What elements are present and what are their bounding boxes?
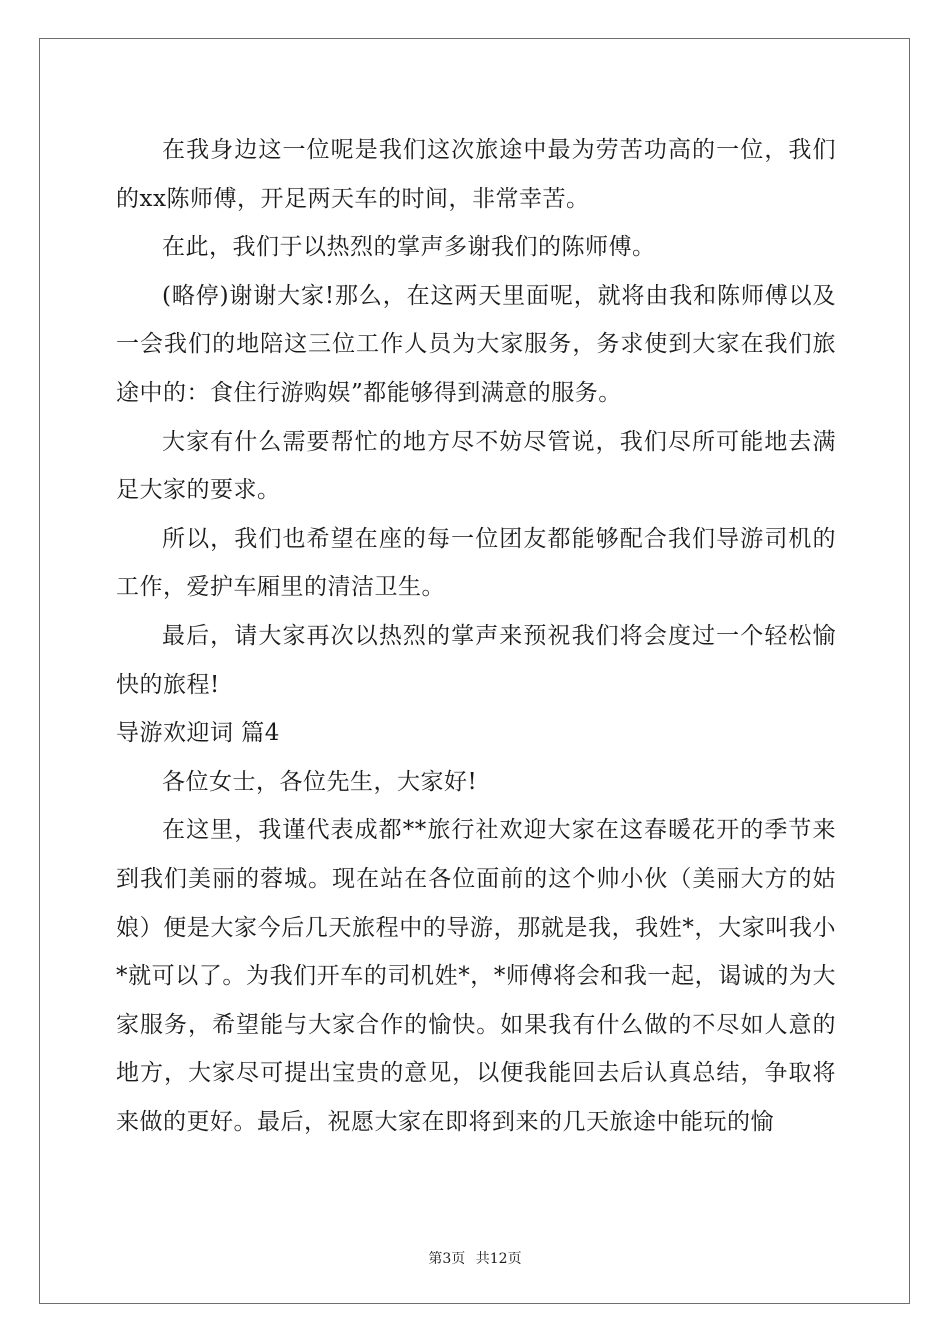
page-number: 第3页: [428, 1251, 466, 1267]
paragraph: 大家有什么需要帮忙的地方尽不妨尽管说，我们尽所可能地去满足大家的要求。: [116, 428, 836, 504]
paragraph: 在此，我们于以热烈的掌声多谢我们的陈师傅。: [162, 234, 656, 261]
paragraph: (略停)谢谢大家!那么，在这两天里面呢，就将由我和陈师傅以及一会我们的地陪这三位工作人员为大家服务，务求使到大家在我们旅途中的：食住行游购娱”都能够得到满意的服务。: [116, 282, 836, 406]
paragraph: 所以，我们也希望在座的每一位团友都能够配合我们导游司机的工作，爱护车厢里的清洁卫生。: [116, 525, 836, 601]
page-footer: [0, 1248, 950, 1268]
paragraph: 最后，请大家再次以热烈的掌声来预祝我们将会度过一个轻松愉快的旅程!: [116, 622, 836, 698]
paragraph: 在这里，我谨代表成都**旅行社欢迎大家在这春暖花开的季节来到我们美丽的蓉城。现在站在各位面前的这个帅小伙（美丽大方的姑娘）便是大家今后几天旅程中的导游，那就是我，我姓*，大家叫我小*就可以了。为我们开车的司机姓*，*师傅将会和我一起，谒诚的为大家服务，希望能与大家合作的愉快。如果我有什么做的不尽如人意的地方，大家尽可提出宝贵的意见，以便我能回去后认真总结，争取将来做的更好。最后，祝愿大家在即将到来的几天旅途中能玩的愉: [116, 817, 836, 1135]
paragraph: 在我身边这一位呢是我们这次旅途中最为劳苦功高的一位，我们的xx陈师傅，开足两天车的时间，非常幸苦。: [116, 137, 836, 212]
section-heading: 导游欢迎词 篇4: [116, 720, 280, 747]
document-body: [116, 126, 836, 1146]
page-total: 共12页: [475, 1251, 522, 1267]
paragraph: 各位女士，各位先生，大家好!: [162, 768, 478, 795]
